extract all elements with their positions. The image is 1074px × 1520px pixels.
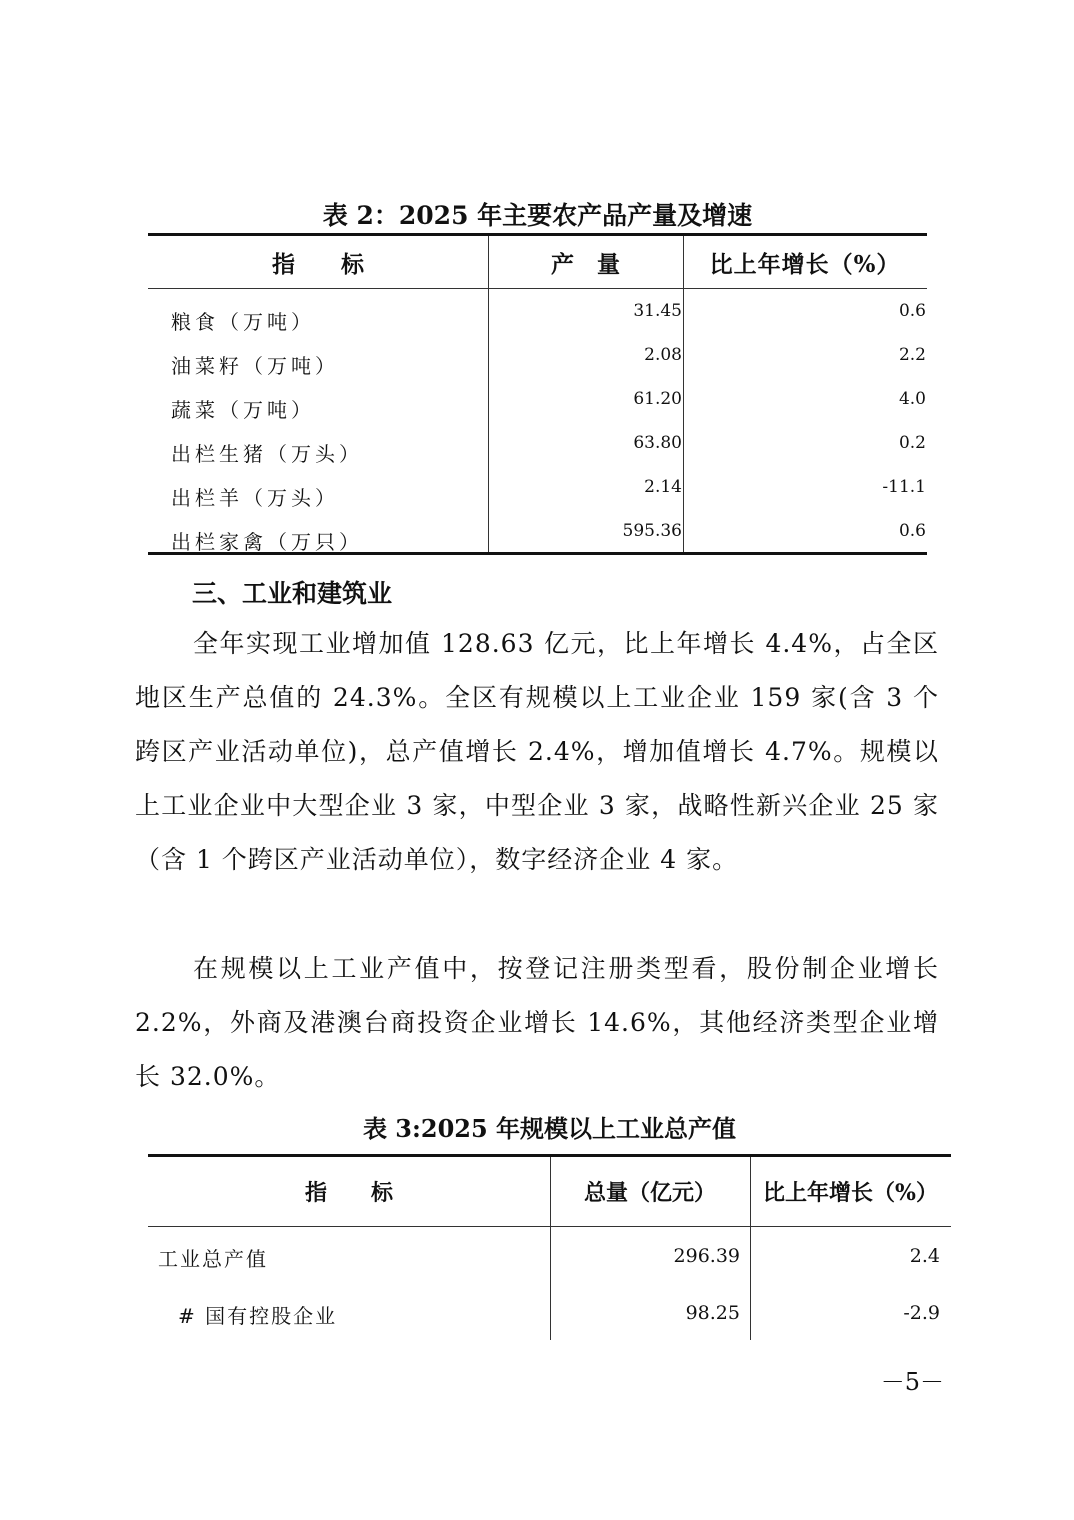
table2-title: 表 2：2025 年主要农产品产量及增速 <box>322 201 753 230</box>
table3-row-growth: -2.9 <box>903 1302 940 1324</box>
table2-row-growth: 0.2 <box>898 433 926 453</box>
table2-row-growth: 4.0 <box>898 389 926 409</box>
table2-row-label: 粮食（万吨） <box>171 310 315 334</box>
table2-row-growth: 2.2 <box>898 345 926 365</box>
table3-row-label: # 国有控股企业 <box>178 1304 338 1328</box>
table2-row-value: 63.80 <box>633 433 682 453</box>
table2-row-value: 31.45 <box>633 301 682 321</box>
page-number: －5－ <box>880 1368 944 1396</box>
section-heading: 三、工业和建筑业 <box>192 579 393 608</box>
table2-row-label: 出栏羊（万头） <box>171 486 339 510</box>
table2-header-rule <box>148 288 927 289</box>
body-paragraph: 在规模以上工业产值中，按登记注册类型看，股份制企业增长 2.2%，外商及港澳台商投资企业增长 14.6%，其他经济类型企业增长 32.0%。 <box>135 954 939 1091</box>
table2-top-rule <box>148 233 927 236</box>
table2-row-growth: 0.6 <box>898 521 926 541</box>
table2-row-value: 2.08 <box>644 345 682 365</box>
table3-header-growth: 比上年增长（%） <box>763 1180 938 1206</box>
table2-row-value: 2.14 <box>644 477 682 497</box>
table3-row-growth: 2.4 <box>909 1245 940 1267</box>
table3-row-value: 98.25 <box>685 1302 740 1324</box>
table2-header-indicator: 指 标 <box>272 251 364 278</box>
table3-row-label: 工业总产值 <box>158 1247 268 1271</box>
table3-row-value: 296.39 <box>673 1245 740 1267</box>
table3-header-indicator: 指 标 <box>304 1180 393 1206</box>
table2-row-growth: -11.1 <box>882 477 926 497</box>
table2-row-label: 出栏家禽（万只） <box>171 530 363 554</box>
table3-header-total: 总量（亿元） <box>583 1180 716 1206</box>
table2-row-label: 蔬菜（万吨） <box>171 398 315 422</box>
table2-row-growth: 0.6 <box>898 301 926 321</box>
table2-row-label: 出栏生猪（万头） <box>171 442 363 466</box>
table2-row-value: 61.20 <box>633 389 682 409</box>
body-paragraph: 全年实现工业增加值 128.63 亿元，比上年增长 4.4%，占全区地区生产总值的 24.3%。全区有规模以上工业企业 159 家(含 3 个跨区产业活动单位)，总产值增长 2.4%，增加值增长 4.7%。规模以上工业企业中大型企业 3 家，中型企业 3 家，战略性新兴企业 25 家（含 1 个跨区产业活动单位），数字经济企业 4 家。 <box>135 629 939 874</box>
table2-header-output: 产 量 <box>551 251 620 278</box>
table3-title: 表 3:2025 年规模以上工业总产值 <box>362 1114 737 1143</box>
table2-row-value: 595.36 <box>622 521 682 541</box>
table2-header-growth: 比上年增长（%） <box>709 251 901 278</box>
table2-row-label: 油菜籽（万吨） <box>171 354 339 378</box>
